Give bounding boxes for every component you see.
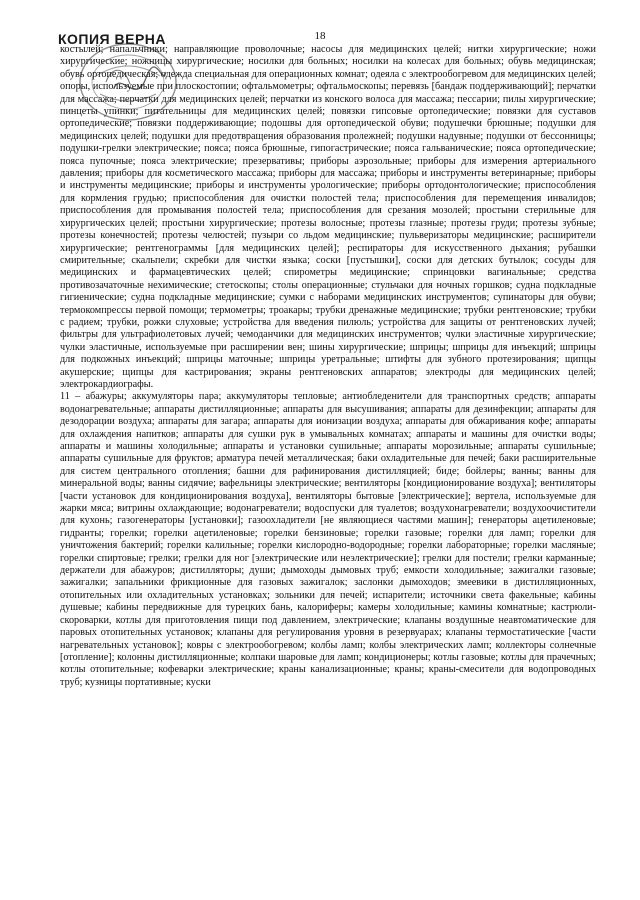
paragraph-class-11: 11 – абажуры; аккумуляторы пара; аккумуляторы тепловые; антиобледенители для транспортных средств; аппараты водонагревательные; аппараты дистилляционные; аппараты для высушивания; аппараты для дезинфекции; аппараты для дезодорации воздуха; аппараты для загара; аппараты для ионизации воздуха; аппараты для обжаривания кофе; аппараты для охлаждения напитков; аппараты для сушки рук в умывальных комнатах; аппараты и машины для очистки воды; аппараты и машины холодильные; аппараты и установки сушильные; аппараты морозильные; аппараты сушильные; аппараты сушильные для фруктов; арматура печей металлическая; баки охладительные для печей; баки расширительные для систем центрального отопления; башни для рафинирования дистилляцией; биде; бойлеры; ванны; ванны для минеральной воды; ванны сидячие; вафельницы электрические; вентиляторы [кондиционирование воздуха]; вентиляторы [части установок для кондиционирования воздуха], вентиляторы бытовые [электрические]; вертела, используемые для жарки мяса; витрины охлаждающие; водонагреватели; водоспуски для туалетов; воздухонагреватели; воздухоочистители для кухонь; газогенераторы [установки]; газоохладители [не являющиеся частями машин]; генераторы ацетиленовые; гидранты; горелки; горелки ацетиленовые; горелки бензиновые; горелки газовые; горелки для ламп; горелки для уничтожения бактерий; горелки калильные; горелки кислородно-водородные; горелки лабораторные; горелки масляные; горелки спиртовые; грелки; грелки для ног [электрические или неэлектрические]; грелки для постели; грелки карманные; держатели для абажуров; дистилляторы; души; дымоходы дымовых труб; емкости холодильные; зажигалки газовые; зажигалки; запальники фрикционные для газовых зажигалок; заслонки дымоходов; змеевики в дистилляционных, отопительных или охладительных установках; зольники для печей; испарители; источники света факельные; кабины душевые; кабины передвижные для турецких бань, калориферы; камеры холодильные; камины комнатные; кастрюли-скороварки, котлы для приготовления пищи под давлением, электрические; клапаны воздушные неавтоматические для паровых отопительных установок; клапаны для регулирования уровня в резервуарах; клапаны термостатические [части нагревательных установок]; ковры с электрообогревом; колбы ламп; колбы электрических ламп; коллекторы солнечные [отопление]; колонны дистилляционные; колпаки шаровые для ламп; кондиционеры; котлы газовые; котлы для прачечных; котлы отопительные; кофеварки электрические; краны канализационные; краны; краны-смесители для водопроводных труб; кузницы портативные; куски [60,391,596,688]
paragraph-class-10-continued: костылей; напальчники; направляющие проволочные; насосы для медицинских целей; нитки хирургические; ножи хирургические; ножницы хирургические; носилки для больных; носилки на колесах для больных; обувь медицинская; обувь ортопедическая; одежда специальная для операционных комнат; одеяла с электрообогревом для медицинских целей; опоры, используемые при плоскостопии; офтальмометры; офтальмоскопы; перевязь [бандаж поддерживающий]; перчатки для массажа; перчатки для медицинских целей; перчатки из конского волоса для массажа; пессарии; пилы хирургические; пинцеты упинки; питательницы для медицинских целей; повязки гипсовые ортопедические; повязки для суставов ортопедические; повязки поддерживающие; подошвы для ортопедической обуви; подушечки брюшные; подушки для медицинских целей; подушки для предотвращения образования пролежней; подушки надувные; подушки от бессонницы; подушки-грелки электрические; пояса; пояса брюшные, гипогастрические; пояса гальванические; пояса ортопедические; пояса пупочные; пояса электрические; презервативы; приборы аэрозольные; приборы для измерения артериального давления; приборы для косметического массажа; приборы для массажа; приборы и инструменты ветеринарные; приборы и инструменты медицинские; приборы и инструменты урологические; приборы ортодонтологические; приспособления для кормления грудью; приспособления для очистки полостей тела; приспособления для перемещения инвалидов; приспособления для промывания полостей тела; приспособления для срезания мозолей; простыни стерильные для хирургических целей; простыни хирургические; протезы волосные; протезы глазные; протезы груди; протезы зубные; протезы конечностей; протезы челюстей; пузыри со льдом медицинские; пульверизаторы медицинские; расширители хирургические; рентгенограммы [для медицинских целей]; респираторы для искусственного дыхания; рубашки смирительные; скальпели; скребки для чистки языка; соски [пустышки], соски для детских бутылок; сосуды для медицинских и фармацевтических целей; спирометры медицинские; спринцовки вагинальные; средства противозачаточные нехимические; стетоскопы; столы операционные; стульчаки для ночных горшков; судна подкладные гигиенические; судна подкладные медицинские; сумки с наборами медицинских инструментов; супинаторы для обуви; термокомпрессы первой помощи; термометры; троакары; трубки дренажные медицинские; трубки рентгеновские; трубки с радием; трубки, рожки слуховые; устройства для введения пилюль; устройства для защиты от рентгеновских лучей; фильтры для ультрафиолетовых лучей; чемоданчики для медицинских инструментов; чулки эластичные хирургические; чулки эластичные, используемые при расширении вен; шины хирургические; шприцы; шприцы для инъекций; шприцы для подкожных инъекций; шприцы маточные; шприцы уретральные; штифты для зубного протезирования; щипцы акушерские; щипцы для кастрирования; экраны рентгеновских аппаратов; электроды для медицинских целей; электрокардиографы. [60,44,596,390]
stamp-label: КОПИЯ ВЕРНА [58,31,167,47]
page-number: 18 [314,30,326,42]
document-body [60,44,596,689]
